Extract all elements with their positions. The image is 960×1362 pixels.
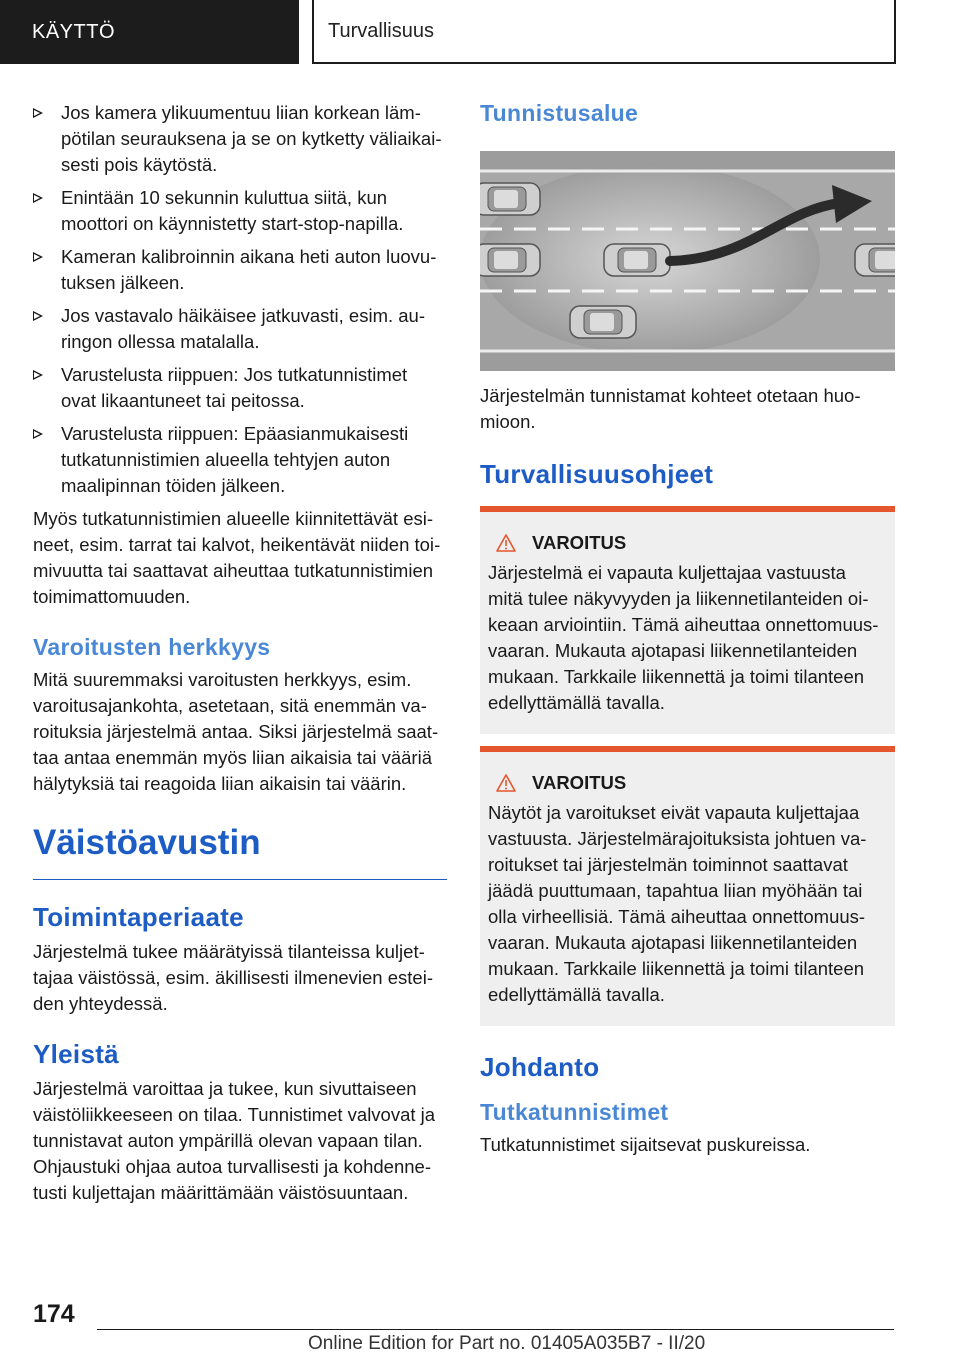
condition-list [33, 100, 447, 499]
header-topic: Turvallisuus [312, 0, 896, 64]
principle-paragraph: Järjestelmä tukee määrätyissä tilanteissa kuljettajaa väistössä, esim. äkillisesti ilmenevien esteiden yhteydessä. [33, 941, 433, 1014]
triangle-right-icon [33, 252, 43, 262]
list-item: Varustelusta riippuen: Jos tutkatunnistimet ovat likaantuneet tai peitossa. [33, 362, 447, 414]
warning-title: VAROITUS [488, 772, 885, 794]
edition-footer: Online Edition for Part no. 01405A035B7 - II/20 [308, 1333, 706, 1354]
heading-introduction: Johdanto [480, 1052, 600, 1082]
triangle-right-icon [33, 370, 43, 380]
triangle-right-icon [33, 311, 43, 321]
warning-box [480, 746, 895, 1026]
warning-triangle-icon [496, 774, 516, 792]
warning-triangle-icon [496, 534, 516, 552]
heading-general: Yleistä [33, 1039, 119, 1069]
list-item: Kameran kalibroinnin aikana heti auton luovutuksen jälkeen. [33, 244, 447, 296]
list-item: Enintään 10 sekunnin kuluttua siitä, kun moottori on käynnistetty start-stop-napilla. [33, 185, 447, 237]
heading-evasion-assistant: Väistöavustin [33, 823, 447, 880]
list-item: Jos vastavalo häikäisee jatkuvasti, esim. auringon ollessa matalalla. [33, 303, 447, 355]
warning-box [480, 506, 895, 734]
sensor-note-paragraph: Myös tutkatunnistimien alueelle kiinnitettävät esineet, esim. tarrat tai kalvot, heikentävät niiden toimivuutta tai saattavat aiheuttaa tutkatunnistimien toimimattomuuden. [33, 508, 441, 607]
warning-text: Näytöt ja varoitukset eivät vapauta kuljettajaa vastuusta. Järjestelmärajoituksista johtuen varoitukset tai järjestelmän toiminnot saattavat jäädä puuttumaan, tapahtua liian myöhään tai olla virheellisiä. Tämä aiheuttaa onnettomuusvaaran. Mukauta ajotapasi liikennetilanteiden mukaan. Tarkkaile liikennettä ja toimi tilanteen edellyttämällä tavalla. [488, 802, 867, 1005]
detection-area-illustration [480, 151, 895, 371]
radar-paragraph: Tutkatunnistimet sijaitsevat puskureissa. [480, 1134, 811, 1155]
heading-warning-sensitivity: Varoitusten herkkyys [33, 634, 271, 660]
warning-text: Järjestelmä ei vapauta kuljettajaa vastuusta mitä tulee näkyvyyden ja liikennetilanteiden oikeaan arviointiin. Tämä aiheuttaa onnettomuusvaaran. Mukauta ajotapasi liikennetilanteiden mukaan. Tarkkaile liikennettä ja toimi tilanteen edellyttämällä tavalla. [488, 562, 879, 713]
heading-detection-area: Tunnistusalue [480, 100, 639, 126]
header-section: KÄYTTÖ [0, 0, 299, 64]
heading-radar-sensors: Tutkatunnistimet [480, 1099, 669, 1125]
general-paragraph: Järjestelmä varoittaa ja tukee, kun sivuttaiseen väistöliikkeeseen on tilaa. Tunnistimet valvovat ja tunnistavat auton ympärillä olevan vapaan tilan. Ohjaustuki ohjaa autoa turvallisesti ja kohdennetusti kuljettajan määrittämään väistösuuntaan. [33, 1078, 436, 1203]
page-number: 174 [33, 1300, 75, 1328]
heading-safety-notes: Turvallisuusohjeet [480, 459, 714, 489]
illustration-caption: Järjestelmän tunnistamat kohteet otetaan huomioon. [480, 385, 861, 432]
triangle-right-icon [33, 193, 43, 203]
right-column [480, 100, 895, 1158]
triangle-right-icon [33, 108, 43, 118]
left-column [33, 100, 447, 1206]
footer-divider [97, 1329, 894, 1330]
list-item: Jos kamera ylikuumentuu liian korkean lämpötilan seurauksena ja se on kytketty väliaikaisesti pois käytöstä. [33, 100, 447, 178]
heading-principle: Toimintaperiaate [33, 902, 244, 932]
list-item: Varustelusta riippuen: Epäasianmukaisesti tutkatunnistimien alueella tehtyjen auton maalipinnan töiden jälkeen. [33, 421, 447, 499]
sensitivity-paragraph: Mitä suuremmaksi varoitusten herkkyys, esim. varoitusajankohta, asetetaan, sitä enemmän varoituksia järjestelmä antaa. Siksi järjestelmä saattaa antaa enemmän myös liian aikaisia tai vääriä hälytyksiä tai reagoida liian aikaisin tai väärin. [33, 669, 439, 794]
warning-title: VAROITUS [488, 532, 885, 554]
triangle-right-icon [33, 429, 43, 439]
